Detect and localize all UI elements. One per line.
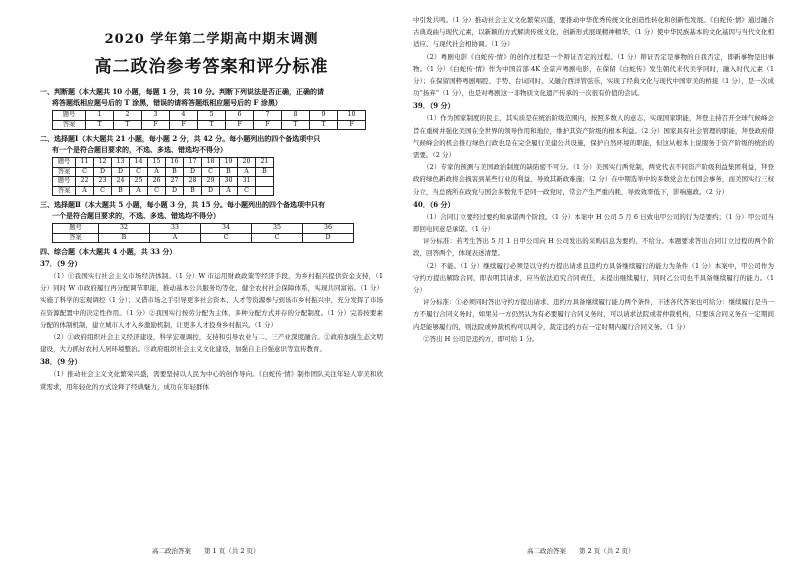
table-cell: 题号: [53, 158, 76, 168]
table-cell: [256, 177, 274, 187]
table-cell: 1: [86, 111, 114, 121]
table-cell: F: [226, 120, 254, 130]
table-row: [53, 111, 366, 121]
table-cell: 11: [76, 158, 94, 168]
section-1-heading-cont: 将答题纸相应题号后的 T 涂黑，错误的请将答题纸相应题号后的 F 涂黑）: [52, 98, 282, 107]
table-cell: 题号: [53, 177, 76, 187]
table-cell: 26: [148, 177, 166, 187]
section-3-heading-cont: 一个是符合题目要求的，不选、多选、错选均不得分）: [52, 211, 220, 220]
table-cell: D: [303, 233, 354, 243]
table-cell: A: [76, 186, 94, 196]
section-2-heading-cont: 有一个是符合题目要求的，不选、多选、错选均不得分）: [52, 145, 227, 154]
true-false-answer-table: [52, 110, 366, 130]
table-cell: B: [166, 167, 184, 177]
table-cell: 2: [114, 111, 142, 121]
table-cell: D: [112, 167, 130, 177]
table-cell: 28: [184, 177, 202, 187]
question-39-label: 39．（9 分）: [413, 101, 455, 111]
table-cell: C: [252, 233, 303, 243]
table-cell: T: [114, 120, 142, 130]
exam-title: 2020 学年第二学期高中期末调测: [104, 32, 319, 47]
scoring-note: 评分标准：若考生答出 5 月 1 日甲公司向 H 公司发出的采购信息为要约，不给分。本题要求答出合同订立过程的两个阶段，回答两个，体现表述清楚。: [413, 237, 774, 258]
table-cell: A: [148, 167, 166, 177]
answer-page-2: [397, 0, 794, 561]
table-cell: C: [148, 186, 166, 196]
table-cell: 27: [166, 177, 184, 187]
table-cell: 31: [238, 177, 256, 187]
table-cell: 30: [220, 177, 238, 187]
table-cell: 答案: [53, 167, 76, 177]
table-cell: 34: [201, 224, 252, 234]
table-cell: C: [76, 167, 94, 177]
table-cell: C: [202, 167, 220, 177]
table-cell: [256, 186, 274, 196]
table-cell: 32: [99, 224, 150, 234]
table-cell: 9: [310, 111, 338, 121]
answer-paragraph: （1）推动社会主义文化繁荣兴盛，需要坚持以人民为中心的创作导向。《白蛇传·情》制作团队关注年轻人审美和欣赏需求，用年轻化的方式诠释了经典魅力，成功在年轻群体: [40, 370, 383, 391]
answer-paragraph: （2）不能。（1 分）继续履行必须是以守约方提出请求且违约方具备继续履行的能力为条件（1 分）本案中，甲公司作为守约方提出解除合同，即表明其请求，应当依法追究合同责任，未提出继续履行，同时乙公司也不具备继续履行的能力。（1 分）: [413, 261, 774, 295]
table-cell: B: [112, 186, 130, 196]
table-cell: 题号: [53, 111, 86, 121]
table-row: [53, 233, 354, 243]
table-cell: 题号: [53, 224, 99, 234]
table-cell: 19: [220, 158, 238, 168]
table-cell: 10: [338, 111, 366, 121]
table-cell: A: [220, 186, 238, 196]
table-cell: 答案: [53, 186, 76, 196]
table-cell: C: [94, 186, 112, 196]
table-cell: F: [338, 120, 366, 130]
page-footer: 高二政治答案 第 2 页（共 2 页）: [527, 547, 635, 555]
table-cell: B: [256, 167, 274, 177]
table-cell: F: [254, 120, 282, 130]
answer-paragraph: （2）粤剧电影《白蛇传·情》的创作过程是一个辩证否定的过程。（1 分）辩证否定是事物的自我否定，即新事物是旧事物。（1 分）《白蛇传·情》作为中国首部 4K 全景声粤剧电影，在保留《白蛇传》发生朝代来代美学同时，融入时代元素（1 分）；在保留国粹粤剧唱腔、手势、台词同时，又融合西洋管弦乐，实现了经典文化与现代中国审美的桥接（1 分），是一次成功“扬弃”（1 分），也是对粤剧这一非物质文化遗产传承的一次很有价值的尝试。: [413, 52, 774, 98]
table-cell: C: [130, 167, 148, 177]
table-row: [53, 186, 274, 196]
table-cell: 5: [198, 111, 226, 121]
answer-paragraph: （2）专家的预测与美国政治制度的缺陷密不可分。（1 分）美国实行两党制，两党代表不同资产阶级利益集团利益，拜登政府绿色新政将会损害到某些行业的利益，导致其新政难施；（2 分）在中期选举中的多数党会左右国会事务，而美国实行三权分立，当总统所在政党与国会多数党不是同一政党时，常会产生严重内耗，导致效率低下，影响施政。（2 分）: [413, 163, 774, 196]
table-cell: B: [184, 186, 202, 196]
scoring-note: 评分标准：①必须同时答出守约方提出请求、违约方具备继续履行能力两个条件，下述各代答案也可给分：继续履行是当一方不履行合同义务时，如果另一方仍然认为有必要履行合同义务时，可以请求法院或者仲裁机构，只要该合同义务在一定期间内是能够履行的，则法院或仲裁机构可以判令，裁定违约方在一定时期内履行合同义务。（1 分）: [413, 298, 774, 331]
table-cell: 15: [148, 158, 166, 168]
table-row: [53, 120, 366, 130]
choice-2-answer-table: [52, 223, 354, 243]
table-cell: D: [184, 167, 202, 177]
table-cell: T: [310, 120, 338, 130]
table-cell: F: [142, 120, 170, 130]
answer-paragraph: （1）合同订立要经过要约和承诺两个阶段。（1 分）本案中 H 公司 5 月 6 日致电甲公司的行为是要约；（1 分）甲公司当即回电同意是承诺。（1 分）: [413, 212, 774, 234]
table-cell: 22: [76, 177, 94, 187]
table-cell: 25: [130, 177, 148, 187]
table-cell: B: [220, 167, 238, 177]
table-cell: 3: [142, 111, 170, 121]
table-cell: T: [198, 120, 226, 130]
table-cell: D: [166, 186, 184, 196]
question-37-label: 37．（9 分）: [40, 259, 82, 268]
table-cell: 18: [202, 158, 220, 168]
table-cell: 21: [256, 158, 274, 168]
table-cell: 16: [166, 158, 184, 168]
table-cell: A: [238, 167, 256, 177]
table-cell: 13: [112, 158, 130, 168]
table-cell: 17: [184, 158, 202, 168]
table-cell: A: [150, 233, 201, 243]
scoring-note: ②答出 H 公司是违约方，即可给 1 分。: [423, 334, 539, 343]
table-cell: 29: [202, 177, 220, 187]
table-row: [53, 158, 274, 168]
section-2-heading: 二、选择题Ⅰ（本大题共 21 小题，每小题 2 分，共 42 分。每小题列出的四个备选项中只: [40, 134, 321, 143]
table-cell: 24: [112, 177, 130, 187]
table-cell: T: [282, 120, 310, 130]
table-cell: F: [170, 120, 198, 130]
table-row: [53, 177, 274, 187]
table-cell: D: [202, 186, 220, 196]
table-cell: A: [130, 186, 148, 196]
table-cell: 8: [282, 111, 310, 121]
choice-answer-table: [52, 157, 274, 196]
table-cell: 35: [252, 224, 303, 234]
exam-subtitle: 高二政治参考答案和评分标准: [94, 57, 329, 77]
answer-paragraph: （2）①政府组织社会主义经济建设，科学宏观调控，支持和引导农业与二、三产业深度融合。②政府加强生态文明建设，大力抓好农村人居环境整治。③政府组织社会主义文化建设，加强自主自强意识等宣传教育。: [40, 333, 383, 354]
table-cell: 12: [94, 158, 112, 168]
table-cell: T: [86, 120, 114, 130]
question-40-label: 40．（6 分）: [413, 199, 455, 209]
section-3-heading: 三、选择题Ⅱ（本大题共 5 小题，每小题 3 分，共 15 分。每小题列出的四个备选项中只有: [40, 200, 326, 209]
table-row: [53, 167, 274, 177]
section-1-heading: 一、判断题（本大题共 10 小题，每题 1 分，共 10 分。判断下列说法是否正确，正确的请: [40, 87, 324, 96]
table-cell: 答案: [53, 120, 86, 130]
table-cell: 23: [94, 177, 112, 187]
answer-paragraph: （1）①我国实行社会主义市场经济体制。（1 分）W 市运用财政政策等经济手段，为乡村振兴提供资金支持，（1 分）同时 W 市政府履行再分配调节职能，推动基本公共服务均等化，健全农村社会保障体系，实现共同富裕。（1 分）实施了科学的宏观调控（1 分）；又借市场之手引导更多社会资本、人才等资源参与到该市乡村振兴中，充分发挥了市场在资源配置中的决定性作用。（1 分）②我国实行按劳分配为主体，多种分配方式并存的分配制度。（1 分）完善按要素分配的体制机制，建立城市人才入乡激励机制，让更多人才投身乡村振兴。（1 分）: [40, 272, 383, 329]
page-footer: 高二政治答案 第 1 页（共 2 页）: [152, 547, 260, 555]
table-cell: B: [99, 233, 150, 243]
section-4-heading: 四、综合题（本大题共 4 小题，共 33 分）: [40, 247, 177, 256]
table-cell: C: [201, 233, 252, 243]
answer-paragraph: 中引发共鸣。（1 分）推动社会主义文化繁荣兴盛，要推动中华优秀传统文化创造性转化和创新性发展。《白蛇传·情》通过融合古典戏曲与现代元素，以新颖的方式解读传统文化，创新形式展现精神精华，（1 分）使中华民族基本的文化基因与当代文化相适应、与现代社会相协调。（1 分）: [413, 16, 774, 49]
table-cell: 14: [130, 158, 148, 168]
table-cell: 7: [254, 111, 282, 121]
table-cell: 33: [150, 224, 201, 234]
table-cell: 36: [303, 224, 354, 234]
table-cell: 4: [170, 111, 198, 121]
table-cell: 答案: [53, 233, 99, 243]
table-cell: D: [94, 167, 112, 177]
table-cell: C: [238, 186, 256, 196]
answer-paragraph: （1）作为国家制度的民主，其实质是在统治阶级范围内，按照多数人的意志，实现国家职能，拜登主持召开全球气候峰会旨在重树并强化美国在全世界的领导作用和地位，维护其资产阶级的根本利益。（2 分）国家具有社会管理的职能，拜登政府借气候峰会的机会推行绿色行政也是在完全履行美建公共设施，保护自然环境的职能，但这从根本上说服务于资产阶级的统治的需要。（2 分）: [413, 114, 774, 160]
table-row: [53, 224, 354, 234]
table-cell: 6: [226, 111, 254, 121]
table-cell: 20: [238, 158, 256, 168]
question-38-label: 38．（9 分）: [40, 357, 82, 367]
